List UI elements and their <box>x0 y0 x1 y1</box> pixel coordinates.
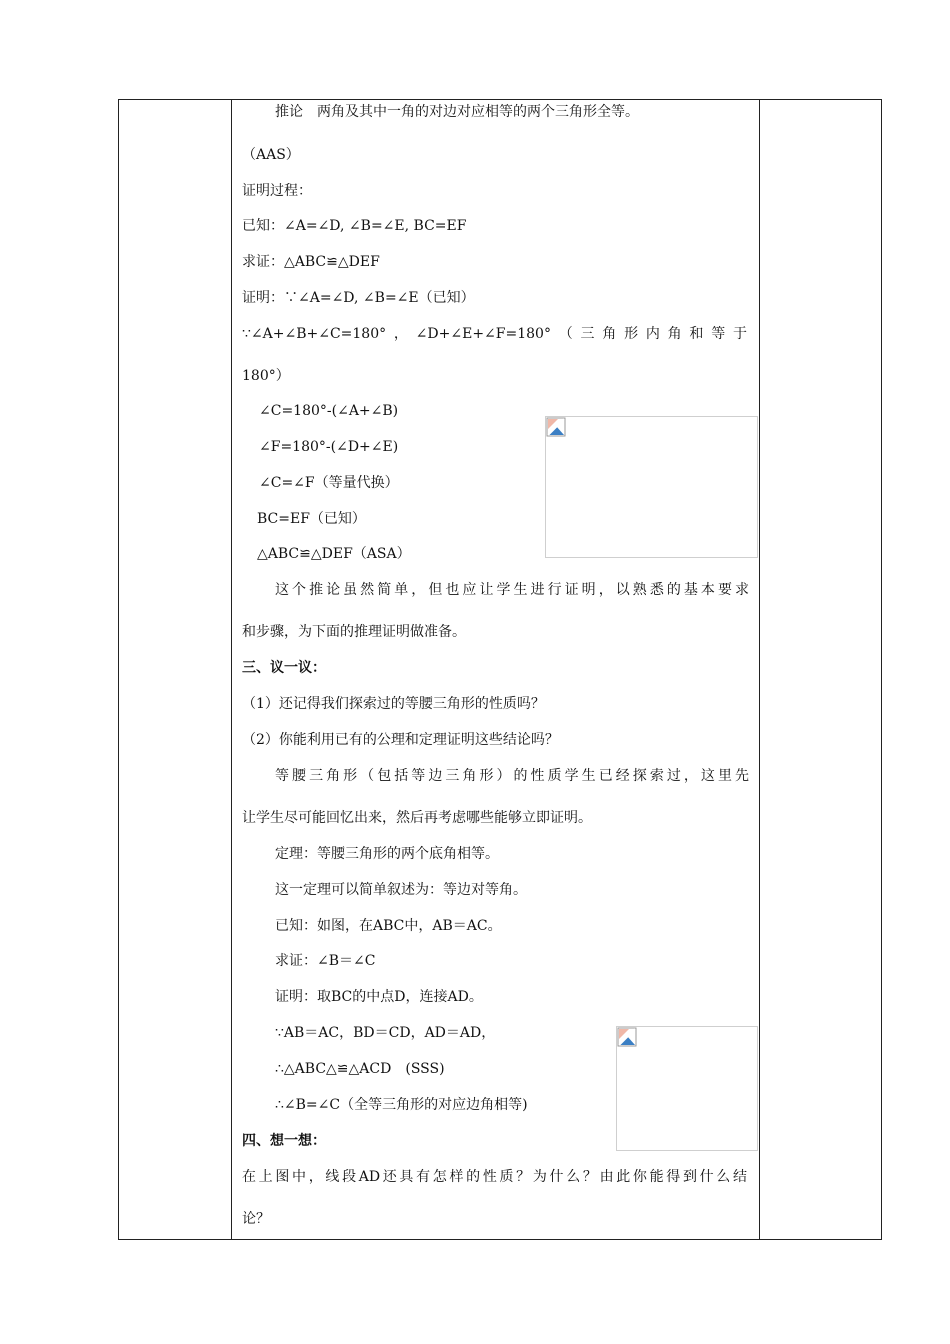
text-line: 推论 两角及其中一角的对边对应相等的两个三角形全等。 <box>275 104 639 120</box>
text-line: ∠F=180°-(∠D+∠E) <box>259 439 399 455</box>
text-line: ∴△ABC△≌△ACD (SSS) <box>275 1061 445 1077</box>
column-divider-right <box>759 100 760 1239</box>
broken-image-icon <box>546 417 566 437</box>
text-line: ∠C=∠F（等量代换） <box>259 475 399 491</box>
text-line: 已知：如图，在ABC中，AB＝AC。 <box>275 918 502 934</box>
text-line: 180°） <box>242 368 290 384</box>
text-line: ∴∠B=∠C（全等三角形的对应边角相等) <box>275 1097 528 1113</box>
text-line: 等腰三角形（包括等边三角形）的性质学生已经探索过，这里先 <box>275 768 749 784</box>
section-heading: 四、想一想： <box>242 1133 326 1149</box>
text-line: BC=EF（已知） <box>257 511 366 527</box>
text-line: 证明过程： <box>242 183 312 199</box>
text-line: 证明：取BC的中点D，连接AD。 <box>275 989 483 1005</box>
text-line: ∠C=180°-(∠A+∠B) <box>259 403 399 419</box>
text-line: （AAS） <box>242 147 300 163</box>
lesson-table <box>118 99 882 1240</box>
text-line: 在上图中，线段AD还具有怎样的性质？为什么？由此你能得到什么结 <box>242 1169 747 1185</box>
text-line: △ABC≌△DEF（ASA） <box>257 546 411 562</box>
text-line: 求证：∠B＝∠C <box>275 953 376 969</box>
figure-placeholder <box>545 416 758 558</box>
text-line: 定理：等腰三角形的两个底角相等。 <box>275 846 499 862</box>
text-line: 求证：△ABC≌△DEF <box>242 254 380 270</box>
text-line: 和步骤，为下面的推理证明做准备。 <box>242 624 466 640</box>
figure-placeholder <box>616 1026 758 1151</box>
text-line: 这一定理可以简单叙述为：等边对等角。 <box>275 882 527 898</box>
section-heading: 三、议一议： <box>242 660 326 676</box>
text-line: ∵∠A+∠B+∠C=180°，∠D+∠E+∠F=180°（三角形内角和等于 <box>242 326 747 342</box>
text-line: 这个推论虽然简单，但也应让学生进行证明，以熟悉的基本要求 <box>275 582 749 598</box>
broken-image-icon <box>617 1027 637 1047</box>
text-line: 论？ <box>242 1211 270 1227</box>
text-line: 已知：∠A=∠D, ∠B=∠E, BC=EF <box>242 218 467 234</box>
text-line: （2）你能利用已有的公理和定理证明这些结论吗？ <box>242 732 559 748</box>
text-line: （1）还记得我们探索过的等腰三角形的性质吗？ <box>242 696 545 712</box>
column-divider-left <box>231 100 232 1239</box>
text-line: 让学生尽可能回忆出来，然后再考虑哪些能够立即证明。 <box>242 810 592 826</box>
text-line: 证明：∵∠A=∠D, ∠B=∠E（已知） <box>242 290 475 306</box>
text-line: ∵AB＝AC，BD＝CD，AD＝AD， <box>275 1025 496 1041</box>
